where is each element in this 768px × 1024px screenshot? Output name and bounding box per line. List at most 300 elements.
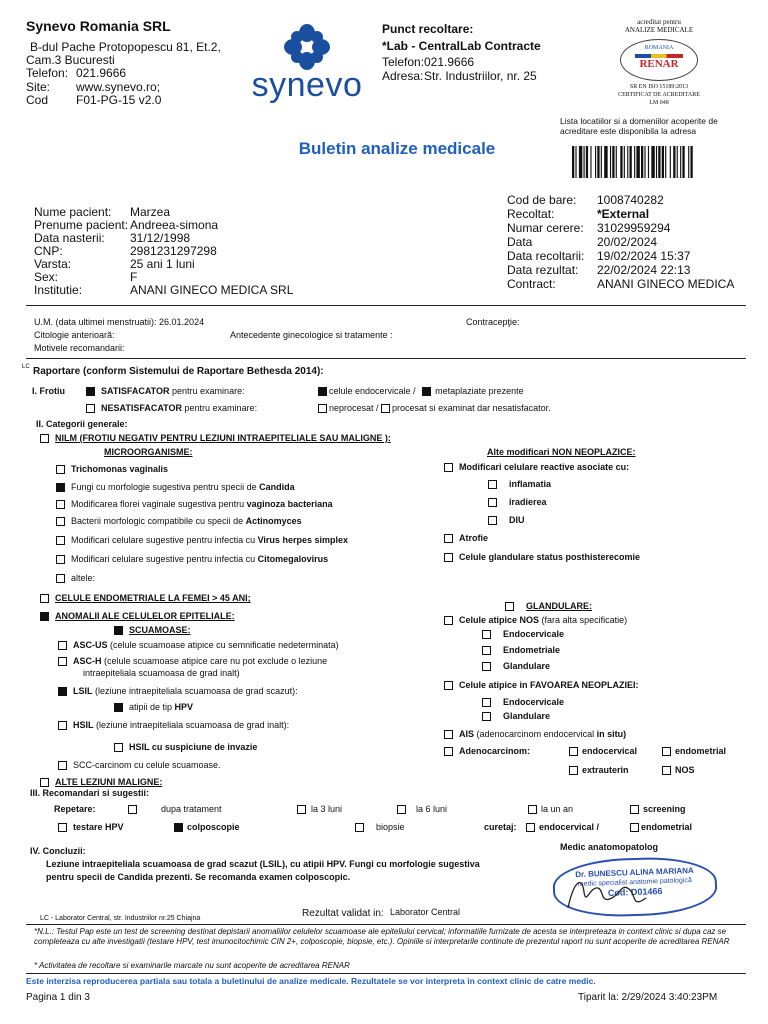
hsil-text: (leziune intraepiteliala scuamoasa de grad inalt): [96, 720, 290, 730]
signature-icon [560, 868, 660, 918]
medic-label: Medic anatomopatolog [560, 842, 659, 852]
fav-item [482, 711, 550, 722]
reactive-item-label: DIU [509, 515, 525, 525]
micro-bold: Virus herpes simplex [257, 535, 348, 545]
checkbox[interactable] [297, 805, 306, 814]
patient-label: CNP: [34, 244, 63, 258]
barcode [572, 146, 744, 183]
collection-lab: *Lab - CentralLab Contracte [382, 39, 541, 53]
barcode-bar [575, 146, 576, 178]
checkbox[interactable] [482, 630, 491, 639]
sample-value: 20/02/2024 [597, 235, 658, 249]
ais-row [444, 729, 626, 740]
checkbox[interactable] [662, 747, 671, 756]
reactive-row [444, 462, 629, 473]
flower-icon [247, 22, 367, 72]
checkbox-checked[interactable] [86, 387, 95, 396]
micro-item [56, 499, 333, 510]
hsil-inv-text: HSIL cu suspiciune de invazie [129, 742, 258, 752]
accreditation-line2: ANALIZE MEDICALE [624, 26, 694, 34]
document-title: Buletin analize medicale [298, 139, 496, 158]
sample-label: Numar cerere: [507, 221, 584, 235]
stamp-name: Dr. BUNESCU ALINA MARIANA [575, 865, 694, 880]
checkbox[interactable] [444, 616, 453, 625]
print-date: Tiparit la: 2/29/2024 3:40:23PM [578, 992, 718, 1003]
checkbox[interactable] [488, 516, 497, 525]
nos-item [482, 661, 550, 672]
micro-plain: Modificari celulare sugestive pentru infectia cu [71, 535, 258, 545]
checkbox-checked[interactable] [114, 626, 123, 635]
micro-item [56, 573, 95, 584]
patient-row [34, 218, 293, 231]
patient-label: Nume pacient: [34, 205, 112, 219]
reactive-item-label: inflamatia [509, 479, 552, 489]
accreditation-note: Lista locatiilor si a domeniilor acoperite de acreditare este disponibila la adresa [560, 116, 718, 136]
nilm-text: NILM (FROTIU NEGATIV PENTRU LEZIUNI INTRAEPITELIALE SAU MALIGNE ): [55, 433, 391, 443]
scc-text: SCC-carcinom cu celule scuamoase. [73, 760, 221, 770]
divider [26, 973, 746, 974]
barcode-bar [656, 146, 657, 178]
patient-label: Institutie: [34, 283, 83, 297]
checkbox[interactable] [40, 434, 49, 443]
checkbox[interactable] [56, 465, 65, 474]
checkbox-checked[interactable] [318, 387, 327, 396]
barcode-bar [597, 146, 599, 178]
seal-top: ROMANIA [644, 45, 674, 51]
checkbox[interactable] [114, 743, 123, 752]
rep-item [297, 804, 342, 815]
hsil-inv-row [114, 742, 257, 753]
checkbox[interactable] [488, 498, 497, 507]
checkbox[interactable] [397, 805, 406, 814]
sample-label: Cod de bare: [507, 193, 577, 207]
cur-endom-row [630, 822, 692, 833]
barcode-bar [590, 146, 591, 178]
barcode-bar [604, 146, 607, 178]
checkbox[interactable] [630, 805, 639, 814]
sample-value: *External [597, 207, 650, 221]
nesatisfacator-bold: NESATISFACATOR [101, 403, 183, 413]
micro-plain: altele: [71, 573, 96, 583]
checkbox[interactable] [444, 681, 453, 690]
barcode-bar [634, 146, 635, 178]
page-number: Pagina 1 din 3 [26, 992, 90, 1003]
checkbox[interactable] [569, 766, 578, 775]
sample-label: Contract: [507, 277, 556, 291]
adeno-item [569, 746, 637, 757]
micro-item [56, 464, 168, 475]
sample-row [507, 249, 734, 263]
patient-value: 31/12/1998 [130, 231, 191, 245]
company-phone-label: Telefon: [26, 66, 69, 80]
colposcopie-text: colposcopie [187, 822, 240, 832]
logo-text: synevo [251, 66, 363, 104]
barcode-bar [572, 146, 574, 178]
barcode-bar [682, 146, 684, 178]
collection-address-label: Adresa: [382, 69, 424, 83]
barcode-bar [662, 146, 664, 178]
micro-item [56, 516, 302, 527]
checkbox[interactable] [482, 662, 491, 671]
sample-row [507, 221, 734, 235]
patient-row [34, 270, 293, 283]
sample-value: ANANI GINECO MEDICA [597, 277, 735, 291]
endo-row [318, 386, 524, 397]
categorii-title: II. Categorii generale: [36, 419, 128, 429]
barcode-bar [620, 146, 622, 178]
atipii-row [114, 702, 193, 713]
satisfacator-row [86, 386, 245, 397]
nilm-row [40, 433, 391, 444]
nos-item [482, 629, 564, 640]
checkbox[interactable] [482, 712, 491, 721]
reactive-item [488, 515, 525, 526]
patient-value: Marzea [130, 205, 171, 219]
sample-row [507, 263, 734, 277]
barcode-bar [612, 146, 614, 178]
rep-item [397, 804, 447, 815]
checkbox[interactable] [526, 823, 535, 832]
testare-text: testare HPV [73, 822, 124, 832]
reactive-item [488, 497, 547, 508]
checkbox[interactable] [58, 761, 67, 770]
asc-h-text: (celule scuamoase atipice care nu pot exclude o leziune [104, 656, 328, 666]
micro-plain: Modificari celulare sugestive pentru infectia cu [71, 554, 258, 564]
patient-value: 25 ani 1 luni [130, 257, 195, 271]
endometriale-row [40, 593, 251, 604]
barcode-bar [636, 146, 639, 178]
company-site-label: Site: [26, 80, 51, 94]
checkbox[interactable] [58, 657, 67, 666]
rep-item-label: dupa tratament [161, 804, 222, 814]
fav-item [482, 697, 564, 708]
accreditation-line1: acreditat pentru [637, 18, 681, 26]
favoarea-row [444, 680, 639, 691]
checkbox-checked[interactable] [56, 483, 65, 492]
barcode-bar [677, 146, 678, 178]
checkbox[interactable] [355, 823, 364, 832]
micro-item [56, 482, 295, 493]
checkbox-checked[interactable] [174, 823, 183, 832]
barcode-bar [690, 146, 692, 178]
hpv-text: HPV [174, 702, 194, 712]
patient-label: Prenume pacient: [34, 218, 129, 232]
colposcopie-row [174, 822, 240, 833]
glandulare-post-text: Celule glandulare status posthisterecomie [459, 552, 641, 562]
checkbox-checked[interactable] [58, 687, 67, 696]
company-name: Synevo Romania SRL [26, 18, 171, 34]
checkbox[interactable] [662, 766, 671, 775]
checkbox[interactable] [318, 404, 327, 413]
patient-value: 2981231297298 [130, 244, 217, 258]
company-code-label: Cod [26, 93, 49, 107]
barcode-bar [680, 146, 681, 178]
micro-plain: Fungi cu morfologie sugestiva pentru specii de [71, 482, 260, 492]
adeno-item-label: extrauterin [582, 765, 629, 775]
barcode-bar [601, 146, 602, 178]
asc-h-text-2: intraepiteliala scuamoasa de grad inalt) [83, 668, 240, 678]
micro-item [56, 554, 328, 565]
barcode-bar [584, 146, 585, 178]
scc-row [58, 760, 221, 771]
asc-us-row [58, 640, 339, 651]
checkbox[interactable] [56, 517, 65, 526]
glandulare-row [505, 601, 592, 612]
testare-row [58, 822, 124, 833]
barcode-bar [670, 146, 671, 178]
synevo-logo [247, 22, 367, 106]
asc-us-text: (celule scuamoase atipice cu semnificatie nedeterminata) [110, 640, 339, 650]
patient-row [34, 231, 293, 244]
procesat-text: procesat si examinat dar nesatisfacator. [392, 403, 551, 413]
adeno-item [662, 765, 695, 776]
barcode-bar [624, 146, 625, 178]
barcode-bar [627, 146, 628, 178]
barcode-bar [665, 146, 666, 178]
micro-plain: Bacterii morfologic compatibile cu specii de [71, 516, 246, 526]
stamp-spec: medic specialist anatomie patologică [577, 877, 692, 888]
nos-item-label: Endocervicale [503, 629, 565, 639]
rep-item [528, 804, 573, 815]
glandulare-text: GLANDULARE: [526, 601, 592, 611]
company-address-2: Cam.3 Bucuresti [26, 53, 115, 67]
patient-value: F [130, 270, 138, 284]
barcode-bar [579, 146, 582, 178]
reactive-item-label: iradierea [509, 497, 547, 507]
adeno-item-label: endometrial [675, 746, 727, 756]
sample-value: 19/02/2024 15:37 [597, 249, 691, 263]
checkbox[interactable] [56, 536, 65, 545]
company-address: B-dul Pache Protopopescu 81, Et.2, [30, 40, 221, 54]
cur-endo-text: endocervical / [539, 822, 600, 832]
favoarea-text: Celule atipice in FAVOAREA NEOPLAZIEI: [459, 680, 639, 690]
micro-bold: Actinomyces [245, 516, 302, 526]
divider [26, 358, 746, 359]
hsil-row [58, 720, 289, 731]
notes-1: *N.L.: Testul Pap este un test de screening destinat depistarii anomaliilor celulelor scuamoase ale epiteliului cervical; informatiile furnizate de acesta se interpreteaza in context clinic si dupa caz se completeaza cu alte investigatii (testare HPV, test imunocitochimic CIN 2+, colposcopie, biopsie, etc.). Opiniile si interpretarile continute de prezentul raport nu sunt acoperite de acreditarea RENAR [34, 927, 730, 946]
company-site: www.synevo.ro; [76, 80, 161, 94]
atrofie-row [444, 533, 488, 544]
barcode-bar [658, 146, 660, 178]
cito-text: Citologie anterioară: [34, 330, 115, 340]
stamp-code: Cod: D01466 [607, 886, 663, 898]
adeno-item-label: NOS [675, 765, 695, 775]
micro-bold: Citomegalovirus [257, 554, 329, 564]
endometriale-text: CELULE ENDOMETRIALE LA FEMEI > 45 ANI; [55, 593, 251, 603]
checkbox[interactable] [56, 500, 65, 509]
sample-label: Data [507, 235, 533, 249]
lc-footer: LC - Laborator Central, str. Industriilor nr.25 Chiajna [40, 915, 201, 922]
barcode-icon [572, 146, 744, 178]
adeno-item-label: endocervical [582, 746, 638, 756]
contracept-text: Contracepţie: [466, 317, 520, 327]
barcode-bar [651, 146, 654, 178]
scuamoase-text: SCUAMOASE: [129, 625, 191, 635]
micro-item [56, 535, 348, 546]
reactive-text: Modificari celulare reactive asociate cu: [459, 462, 630, 472]
checkbox[interactable] [505, 602, 514, 611]
checkbox-checked[interactable] [40, 612, 49, 621]
checkbox[interactable] [444, 730, 453, 739]
conclusion-text: Leziune intraepiteliala scuamoasa de grad scazut (LSIL), cu atipii HPV. Fungi cu morfologie sugestiva pentru specii de Candida prezenti. Se recomanda examen colposcopic. [46, 859, 480, 882]
barcode-bar [673, 146, 675, 178]
rep-item-label: la un an [541, 804, 574, 814]
satisfacator-bold: SATISFACATOR [101, 386, 170, 396]
fav-item-label: Glandulare [503, 711, 551, 721]
collection-address: Str. Industriilor, nr. 25 [424, 69, 537, 83]
checkbox[interactable] [488, 480, 497, 489]
lc-mark: LC [22, 364, 30, 370]
scuamoase-row [114, 625, 191, 636]
patient-value: Andreea-simona [130, 218, 219, 232]
accreditation-num: LM 048 [649, 100, 669, 106]
checkbox[interactable] [58, 641, 67, 650]
curetaj-label: curetaj: [484, 822, 517, 832]
rep-item-label: la 3 luni [311, 804, 343, 814]
neprocesat-row [318, 403, 551, 414]
checkbox[interactable] [128, 805, 137, 814]
nos-text: (fara alta specificatie) [541, 615, 628, 625]
sample-value: 31029959294 [597, 221, 671, 235]
patient-label: Varsta: [34, 257, 72, 271]
rep-item [630, 804, 686, 815]
asc-h-row [58, 656, 327, 667]
checkbox[interactable] [40, 778, 49, 787]
sample-label: Recoltat: [507, 207, 555, 221]
checkbox[interactable] [482, 646, 491, 655]
fav-item-label: Endocervicale [503, 697, 565, 707]
collection-phone: 021.9666 [424, 55, 475, 69]
rep-item-label: la 6 luni [416, 804, 448, 814]
micro-plain: Modificarea florei vaginale sugestiva pentru [71, 499, 247, 509]
adeno-text: Adenocarcinom: [459, 746, 531, 756]
patient-label: Sex: [34, 270, 59, 284]
atrofie-text: Atrofie [459, 533, 488, 543]
checkbox[interactable] [444, 534, 453, 543]
checkbox[interactable] [381, 404, 390, 413]
checkbox[interactable] [444, 553, 453, 562]
rep-item-label: screening [643, 804, 686, 814]
micro-bold: Trichomonas vaginalis [71, 464, 169, 474]
company-code: F01-PG-15 v2.0 [76, 93, 162, 107]
cur-endo-row [526, 822, 599, 833]
ais-bold: AIS [459, 729, 475, 739]
endo-text: celule endocervicale / [329, 386, 416, 396]
checkbox-checked[interactable] [114, 703, 123, 712]
neprocesat-text: neprocesat / [329, 403, 379, 413]
sample-row [507, 277, 734, 291]
biopsie-text: biopsie [376, 822, 405, 832]
seal-main: RENAR [639, 58, 679, 70]
biopsie-row [355, 822, 405, 833]
sample-label: Data recoltarii: [507, 249, 585, 263]
validated-value: Laborator Central [390, 907, 461, 917]
checkbox[interactable] [528, 805, 537, 814]
barcode-bar [644, 146, 645, 178]
divider [26, 305, 746, 306]
checkbox[interactable] [630, 823, 639, 832]
adeno-item [662, 746, 726, 757]
asc-h-bold: ASC-H [73, 656, 102, 666]
checkbox[interactable] [569, 747, 578, 756]
checkbox[interactable] [58, 823, 67, 832]
nos-bold: Celule atipice NOS [459, 615, 540, 625]
frotiu-label: I. Frotiu [32, 386, 65, 396]
ais-bold-2: in situ) [596, 729, 627, 739]
sample-block [507, 193, 734, 291]
checkbox[interactable] [40, 594, 49, 603]
notes-2: * Activitatea de recoltare si examinarile marcate nu sunt acoperite de acreditarea RENAR [34, 961, 350, 970]
concluzii-title: IV. Concluzii: [30, 846, 86, 856]
checkbox[interactable] [482, 698, 491, 707]
repetare-label: Repetare: [54, 804, 96, 814]
lsil-text: (leziune intraepiteliala scuamoasa de grad scazut): [95, 686, 298, 696]
sample-value: 1008740282 [597, 193, 664, 207]
non-neo-title: Alte modificari NON NEOPLAZICE: [487, 447, 636, 457]
checkbox-checked[interactable] [422, 387, 431, 396]
checkbox[interactable] [56, 574, 65, 583]
nos-item-label: Glandulare [503, 661, 551, 671]
nesatisfacator-row [86, 403, 257, 414]
antecedente-text: Antecedente ginecologice si tratamente : [230, 330, 393, 340]
glandulare-post-row [444, 552, 640, 563]
patient-value: ANANI GINECO MEDICA SRL [130, 283, 294, 297]
sample-label: Data rezultat: [507, 263, 579, 277]
rep-item [128, 804, 222, 815]
company-phone: 021.9666 [76, 66, 127, 80]
barcode-bar [630, 146, 632, 178]
meta-text: metaplaziate prezente [435, 386, 524, 396]
alte-row [40, 777, 162, 788]
lsil-row [58, 686, 298, 697]
ais-text: (adenocarcinom endocervical [476, 729, 595, 739]
sample-value: 22/02/2024 22:13 [597, 263, 691, 277]
adeno-row [444, 746, 530, 757]
hsil-bold: HSIL [73, 720, 94, 730]
patient-row [34, 244, 293, 257]
checkbox[interactable] [58, 721, 67, 730]
accreditation-cert: CERTIFICAT DE ACREDITARE [618, 92, 700, 98]
nos-item [482, 645, 560, 656]
bethesda-title: Raportare (conform Sistemului de Raportare Bethesda 2014): [33, 366, 324, 377]
checkbox[interactable] [86, 404, 95, 413]
collection-phone-label: Telefon: [382, 55, 425, 69]
asc-us-bold: ASC-US [73, 640, 108, 650]
barcode-bar [688, 146, 689, 178]
renar-seal [620, 39, 698, 81]
anomalii-row [40, 611, 235, 622]
accreditation-std: SR EN ISO 15189:2013 [629, 84, 689, 90]
checkbox[interactable] [444, 463, 453, 472]
micro-bold: Candida [259, 482, 295, 492]
validated-label: Rezultat validat in: [302, 908, 384, 919]
patient-row [34, 205, 293, 218]
micro-bold: vaginoza bacteriana [246, 499, 333, 509]
barcode-bar [641, 146, 643, 178]
checkbox[interactable] [56, 555, 65, 564]
patient-label: Data nasterii: [34, 231, 105, 245]
adeno-item [569, 765, 629, 776]
satisfacator-rest: pentru examinare: [172, 386, 245, 396]
alte-text: ALTE LEZIUNI MALIGNE: [55, 777, 163, 787]
accreditation-block [600, 18, 718, 107]
reactive-item [488, 479, 551, 490]
barcode-bar [616, 146, 617, 178]
recomandari-title: III. Recomandari si sugestii: [30, 788, 150, 798]
barcode-bar [648, 146, 649, 178]
checkbox[interactable] [444, 747, 453, 756]
cur-endom-text: endometrial [641, 822, 693, 832]
